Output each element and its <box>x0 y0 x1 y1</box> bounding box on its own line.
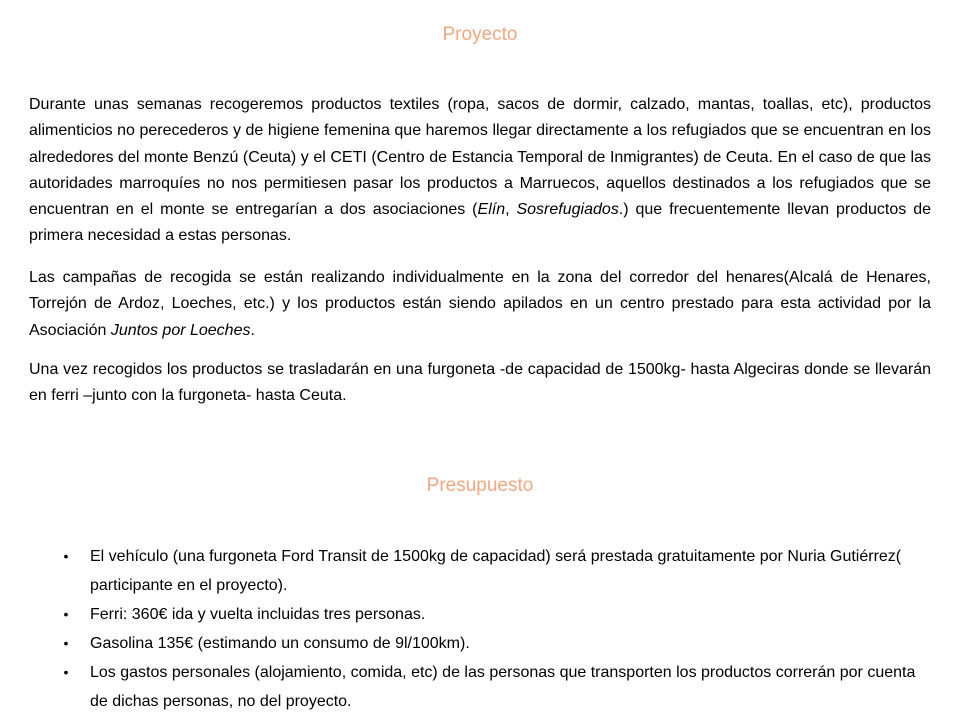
association-name-juntos-por-loeches: Juntos por Loeches <box>110 321 251 339</box>
bullet-icon: • <box>63 606 69 622</box>
paragraph-collection-campaigns <box>29 265 931 344</box>
budget-list <box>0 542 960 716</box>
paragraph-text: .) que frecuentemente llevan productos de primera necesidad a estas personas. <box>29 201 932 245</box>
paragraph-text: . <box>250 321 255 339</box>
paragraph-text: Las campañas de recogida se están realizando individualmente en la zona del corredor del henares(Alcalá de Henares, Torrejón de Ardoz, Loeches, etc.) y los productos están siendo apilados en un centro prestado para esta actividad por la Asociación <box>29 269 931 339</box>
list-item <box>0 658 960 716</box>
section-heading-presupuesto: Presupuesto <box>426 475 534 496</box>
list-item <box>0 600 960 629</box>
paragraph-transport: Una vez recogidos los productos se trasladarán en una furgoneta -de capacidad de 1500kg- hasta Algeciras donde se llevarán en ferri –junto con la furgoneta- hasta Ceuta. <box>29 361 931 405</box>
bullet-icon: • <box>63 635 69 651</box>
list-item-text: Los gastos personales (alojamiento, comida, etc) de las personas que transporten los productos correrán por cuenta de dichas personas, no del proyecto. <box>90 664 916 710</box>
paragraph-text: , <box>505 201 517 219</box>
list-item-text: Gasolina 135€ (estimando un consumo de 9l/100km). <box>90 635 470 652</box>
association-name-elin: Elín <box>477 201 506 219</box>
list-item-text: Ferri: 360€ ida y vuelta incluidas tres personas. <box>90 606 426 623</box>
section-heading-proyecto: Proyecto <box>442 24 518 45</box>
list-item <box>0 542 960 600</box>
list-item-text: El vehículo (una furgoneta Ford Transit de 1500kg de capacidad) será prestada gratuitamente por Nuria Gutiérrez( participante en el proyecto). <box>90 548 902 594</box>
bullet-icon: • <box>63 664 69 680</box>
paragraph-project-description <box>29 92 931 250</box>
paragraph-text: Durante unas semanas recogeremos productos textiles (ropa, sacos de dormir, calzado, mantas, toallas, etc), productos alimenticios no perecederos y de higiene femenina que haremos llegar directamente a los refugiados que se encuentran en los alrededores del monte Benzú (Ceuta) y el CETI (Centro de Estancia Temporal de Inmigrantes) de Ceuta. En el caso de que las autoridades marroquíes no nos permitiesen pasar los productos a Marruecos, aquellos destinados a los refugiados que se encuentran en el monte se entregarían a dos asociaciones ( <box>29 96 931 219</box>
bullet-icon: • <box>63 548 69 564</box>
association-name-sosrefugiados: Sosrefugiados <box>516 201 619 219</box>
list-item <box>0 629 960 658</box>
